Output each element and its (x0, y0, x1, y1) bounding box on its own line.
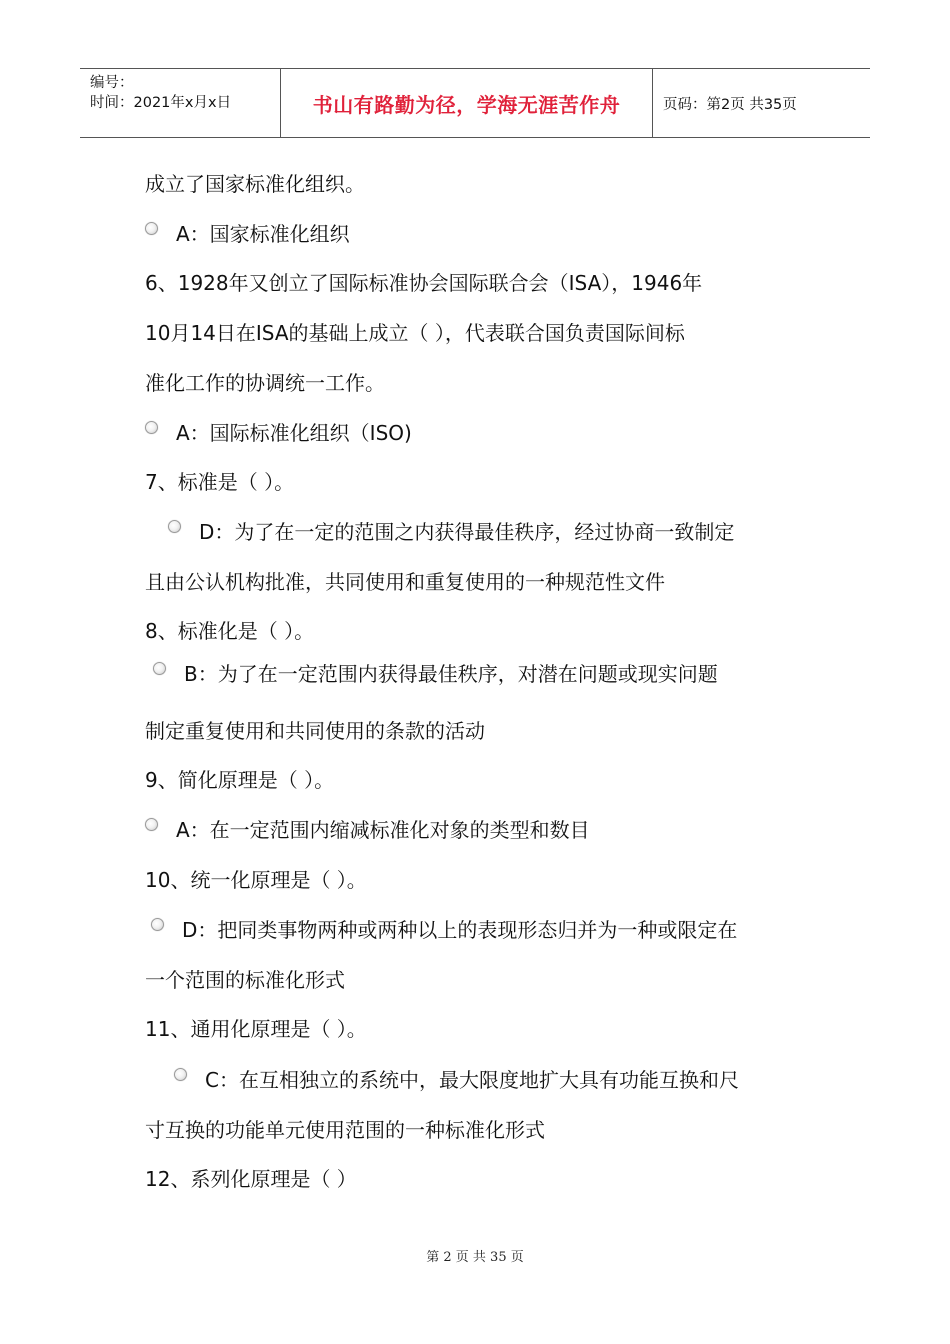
option-text: C：在互相独立的系统中，最大限度地扩大具有功能互换和尺 (205, 1068, 739, 1092)
text-line: 寸互换的功能单元使用范围的一种标准化形式 (145, 1118, 545, 1142)
radio-icon[interactable] (168, 520, 181, 533)
page-header (80, 68, 870, 138)
option-text: D：把同类事物两种或两种以上的表现形态归并为一种或限定在 (182, 918, 738, 942)
radio-icon[interactable] (174, 1068, 187, 1081)
option-text: A：国际标准化组织（ISO) (176, 421, 412, 445)
radio-icon[interactable] (145, 222, 158, 235)
question-line: 11、通用化原理是（ ）。 (145, 1017, 367, 1041)
header-meta (80, 69, 281, 137)
radio-icon[interactable] (145, 818, 158, 831)
question-line: 8、标准化是（ ）。 (145, 619, 315, 643)
text-line: 成立了国家标准化组织。 (145, 172, 365, 196)
question-line: 10、统一化原理是（ ）。 (145, 868, 367, 892)
header-page-info: 页码：第2页 共35页 (663, 96, 797, 113)
question-line: 6、1928年又创立了国际标准协会国际联合会（ISA），1946年 (145, 271, 703, 295)
text-line: 一个范围的标准化形式 (145, 968, 345, 992)
option-text: B：为了在一定范围内获得最佳秩序，对潜在问题或现实问题 (184, 662, 718, 686)
answer-option (145, 816, 590, 844)
answer-option (145, 419, 412, 447)
text-line: 10月14日在ISA的基础上成立（ ），代表联合国负责国际间标 (145, 321, 685, 345)
radio-icon[interactable] (151, 918, 164, 931)
question-line: 7、标准是（ ）。 (145, 470, 295, 494)
option-text: A：国家标准化组织 (176, 222, 350, 246)
radio-icon[interactable] (145, 421, 158, 434)
number-label: 编号： (90, 75, 134, 91)
answer-option (168, 518, 734, 546)
text-line: 制定重复使用和共同使用的条款的活动 (145, 719, 485, 743)
time-label: 时间：2021年x月x日 (90, 95, 232, 111)
text-line: 且由公认机构批准，共同使用和重复使用的一种规范性文件 (145, 570, 665, 594)
option-text: A：在一定范围内缩减标准化对象的类型和数目 (176, 818, 590, 842)
page-footer: 第 2 页 共 35 页 (426, 1250, 524, 1265)
header-motto: 书山有路勤为径，学海无涯苦作舟 (281, 69, 653, 137)
answer-option (153, 660, 718, 688)
text-line: 准化工作的协调统一工作。 (145, 371, 385, 395)
question-line: 9、简化原理是（ ）。 (145, 768, 335, 792)
option-text: D：为了在一定的范围之内获得最佳秩序，经过协商一致制定 (199, 520, 735, 544)
answer-option (151, 916, 737, 944)
answer-option (145, 220, 350, 248)
question-line: 12、系列化原理是（ ） (145, 1167, 357, 1191)
answer-option (174, 1066, 739, 1094)
radio-icon[interactable] (153, 662, 166, 675)
